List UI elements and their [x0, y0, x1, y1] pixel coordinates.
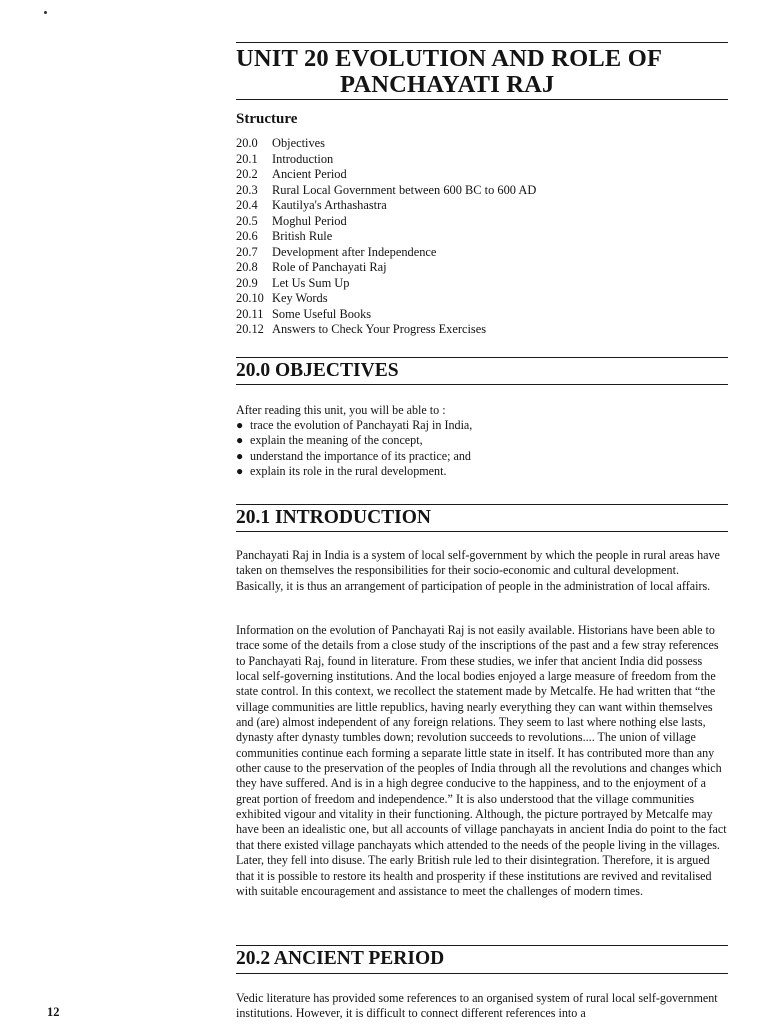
page-number: 12 — [47, 1005, 60, 1019]
structure-item: 20.3 Rural Local Government between 600 BC to 600 AD — [236, 182, 537, 197]
objectives-bottom-rule — [236, 384, 728, 385]
introduction-top-rule — [236, 504, 728, 505]
ancient-heading: 20.2 ANCIENT PERIOD — [236, 948, 445, 969]
introduction-paragraph-2: Information on the evolution of Panchayati Raj is not easily available. Historians have been able to trace some of the details from a close study of the inscriptions of the past and a few stray references to Panchayati Raj, found in literature. From these studies, we infer that ancient India did possess local self-governing institutions. And the local bodies enjoyed a large measure of freedom from the state control. In this context, we recollect the statement made by Metcalfe. He had written that “the village communities are little republics, having nearly everything they can want within themselves and (are) almost independent of any foreign relations. They seem to last where nothing else lasts, dynasty after dynasty tumbles down; revolution succeeds to revolutions.... The union of village communities continue each forming a separate little state in itself. It has contributed more than any other cause to the preservation of the peoples of India through all the revolutions and changes which they have suffered. And is in a high degree conducive to the happiness, and to the enjoyment of a great portion of freedom and independence.” It is also understood that the village communities exhibited vigour and vitality in their functioning. Although, the picture portrayed by Metcalfe may have been an idealistic one, but all accounts of village panchayats in ancient India do point to the fact that there existed village panchayats which attended to the needs of the people living in the villages. Later, they fell into disuse. The early British rule led to their disintegration. Therefore, it is argued that it is possible to restore its health and prosperity if these institutions are revived and revitalised with suitable encouragement and assistance to meet the challenges of modern times. — [236, 623, 727, 898]
objective-item: ● trace the evolution of Panchayati Raj in India, — [236, 418, 473, 432]
bullet-icon: ● — [236, 433, 244, 448]
ancient-paragraph-1: Vedic literature has provided some references to an organised system of rural local self-government institutions. However, it is difficult to connect different references into a — [236, 991, 718, 1021]
structure-item: 20.2 Ancient Period — [236, 167, 347, 181]
structure-item: 20.8 Role of Panchayati Raj — [236, 260, 387, 274]
objectives-heading: 20.0 OBJECTIVES — [236, 360, 399, 381]
structure-item: 20.9 Let Us Sum Up — [236, 275, 350, 290]
structure-item: 20.1 Introduction — [236, 151, 334, 166]
structure-list — [236, 136, 536, 338]
objectives-intro: After reading this unit, you will be able to : — [236, 403, 446, 417]
objective-item: ● explain its role in the rural development. — [236, 464, 447, 479]
structure-item: 20.7 Development after Independence — [236, 244, 437, 259]
objective-item: ● explain the meaning of the concept, — [236, 433, 423, 448]
introduction-heading: 20.1 INTRODUCTION — [236, 507, 432, 528]
structure-item: 20.6 British Rule — [236, 229, 333, 243]
introduction-bottom-rule — [236, 531, 728, 532]
unit-title-line2: PANCHAYATI RAJ — [340, 71, 555, 98]
structure-item: 20.12 Answers to Check Your Progress Exercises — [236, 322, 487, 336]
structure-item: 20.11 Some Useful Books — [236, 306, 372, 321]
unit-title-line1: UNIT 20 EVOLUTION AND ROLE OF — [236, 45, 663, 72]
bullet-icon: ● — [236, 418, 244, 432]
scan-speck — [44, 11, 47, 14]
structure-item: 20.0 Objectives — [236, 136, 325, 150]
structure-item: 20.10 Key Words — [236, 291, 328, 305]
bullet-icon: ● — [236, 448, 244, 463]
structure-item: 20.5 Moghul Period — [236, 213, 347, 228]
structure-heading: Structure — [236, 111, 298, 127]
ancient-top-rule — [236, 945, 728, 946]
structure-item: 20.4 Kautilya's Arthashastra — [236, 198, 387, 212]
title-bottom-rule — [236, 99, 728, 100]
introduction-paragraph-1: Panchayati Raj in India is a system of local self-government by which the people in rural areas have taken on themselves the responsibilities for their socio-economic and cultural development. Basically, it is thus an arrangement of participation of people in the administration of local affairs. — [236, 548, 720, 593]
bullet-icon: ● — [236, 464, 244, 479]
objectives-list — [236, 418, 472, 480]
ancient-bottom-rule — [236, 973, 728, 974]
objective-item: ● understand the importance of its practice; and — [236, 448, 471, 463]
unit-title — [236, 46, 728, 98]
objectives-top-rule — [236, 357, 728, 358]
title-top-rule — [236, 42, 728, 43]
